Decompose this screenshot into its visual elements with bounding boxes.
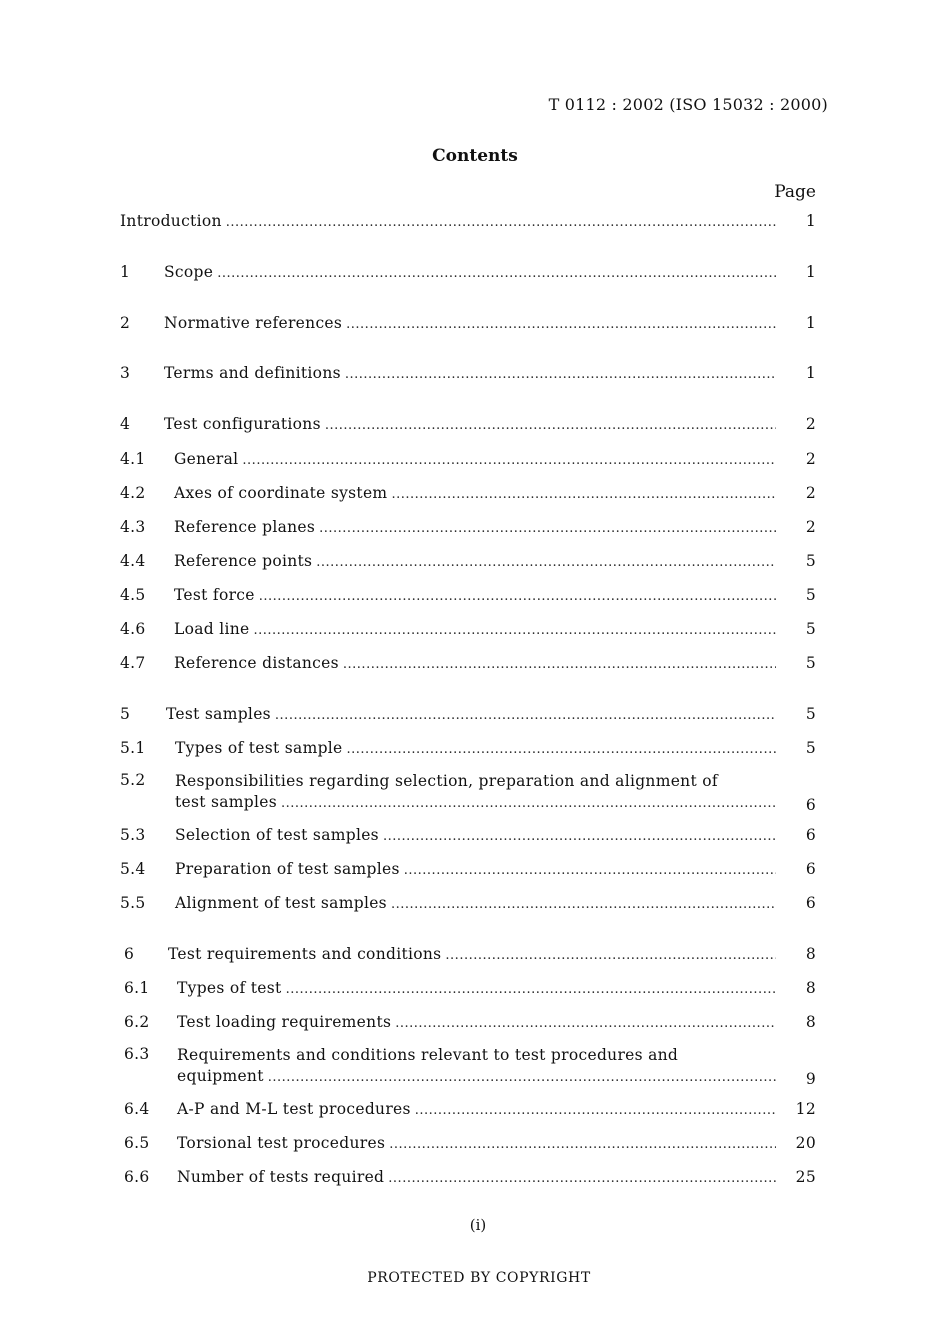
leader-dots [275, 708, 776, 723]
toc-entry-page: 5 [805, 586, 816, 604]
toc-entry-normative-references[interactable] [120, 314, 816, 332]
toc-entry-label: Requirements and conditions relevant to test procedures and [177, 1046, 679, 1064]
leader-dots [346, 317, 776, 332]
copyright-notice: PROTECTED BY COPYRIGHT [367, 1270, 591, 1286]
toc-entry-number: 5.1 [120, 739, 146, 757]
toc-entry-label: Torsional test procedures [177, 1134, 386, 1152]
toc-entry-number: 4.6 [120, 620, 146, 638]
standard-reference: T 0112 : 2002 (ISO 15032 : 2000) [548, 95, 828, 114]
toc-entry-axes[interactable] [120, 484, 816, 502]
toc-entry-label: Preparation of test samples [175, 860, 400, 878]
page-title: Contents [432, 146, 518, 166]
toc-entry-page: 6 [805, 860, 816, 878]
toc-entry-number: 6.5 [124, 1134, 150, 1152]
toc-entry-number: 6.6 [124, 1168, 150, 1186]
toc-entry-page: 6 [805, 894, 816, 912]
toc-entry-page: 8 [805, 1013, 816, 1031]
toc-entry-label: Test samples [166, 705, 271, 723]
leader-dots [268, 1067, 776, 1088]
toc-entry-page: 6 [805, 796, 816, 814]
toc-entry-types-of-test[interactable] [120, 979, 816, 997]
toc-entry-number: 4.4 [120, 552, 146, 570]
toc-entry-page: 5 [805, 654, 816, 672]
toc-entry-label: Alignment of test samples [175, 894, 387, 912]
toc-entry-label: Test configurations [164, 415, 321, 433]
toc-entry-types-of-test-sample[interactable] [120, 739, 816, 757]
leader-dots [226, 215, 776, 230]
toc-entry-number: 6.1 [124, 979, 150, 997]
toc-entry-number: 4.2 [120, 484, 146, 502]
toc-entry-number: 3 [120, 364, 131, 382]
toc-entry-label: Reference points [174, 552, 313, 570]
toc-entry-preparation[interactable] [120, 860, 816, 878]
toc-entry-test-samples[interactable] [120, 705, 816, 723]
leader-dots [389, 1137, 776, 1152]
toc-entry-page: 5 [805, 552, 816, 570]
leader-dots [217, 266, 776, 281]
toc-entry-number: 4.1 [120, 450, 146, 468]
toc-entry-reference-points[interactable] [120, 552, 816, 570]
toc-entry-label: Reference distances [174, 654, 339, 672]
toc-entry-number: 5.4 [120, 860, 146, 878]
leader-dots [395, 1016, 776, 1031]
toc-entry-label: Introduction [120, 212, 222, 230]
toc-entry-general[interactable] [120, 450, 816, 468]
toc-entry-scope[interactable] [120, 263, 816, 281]
leader-dots [281, 793, 776, 814]
toc-entry-label-continued: equipment [177, 1067, 264, 1085]
toc-entry-number-of-tests[interactable] [120, 1168, 816, 1186]
toc-entry-label: Types of test [177, 979, 282, 997]
toc-entry-introduction[interactable] [120, 212, 816, 230]
leader-dots [345, 367, 776, 382]
toc-entry-label: Test requirements and conditions [168, 945, 442, 963]
leader-dots [415, 1103, 776, 1118]
toc-entry-test-requirements[interactable] [120, 945, 816, 963]
toc-entry-requirements-conditions[interactable] [120, 1045, 816, 1088]
toc-entry-number: 5.5 [120, 894, 146, 912]
toc-entry-page: 25 [795, 1168, 816, 1186]
toc-entry-label: Normative references [164, 314, 343, 332]
leader-dots [391, 897, 776, 912]
leader-dots [383, 829, 776, 844]
toc-entry-number: 6.2 [124, 1013, 150, 1031]
toc-entry-label: General [174, 450, 239, 468]
toc-entry-page: 2 [805, 518, 816, 536]
toc-entry-number: 4 [120, 415, 131, 433]
toc-entry-label: Types of test sample [175, 739, 343, 757]
toc-entry-number: 5.3 [120, 826, 146, 844]
toc-entry-page: 2 [805, 484, 816, 502]
toc-entry-number: 4.3 [120, 518, 146, 536]
toc-entry-label: Axes of coordinate system [174, 484, 388, 502]
leader-dots [319, 521, 776, 536]
toc-entry-alignment[interactable] [120, 894, 816, 912]
toc-entry-label: Number of tests required [177, 1168, 385, 1186]
toc-entry-label: Responsibilities regarding selection, preparation and alignment of [175, 772, 718, 790]
leader-dots [254, 623, 777, 638]
toc-entry-page: 5 [805, 739, 816, 757]
toc-entry-number: 6.4 [124, 1100, 150, 1118]
toc-entry-number: 4.7 [120, 654, 146, 672]
toc-entry-label: Test force [174, 586, 255, 604]
toc-entry-test-configurations[interactable] [120, 415, 816, 433]
toc-entry-page: 5 [805, 620, 816, 638]
toc-entry-test-loading[interactable] [120, 1013, 816, 1031]
toc-entry-selection[interactable] [120, 826, 816, 844]
page-folio: (i) [469, 1216, 487, 1234]
leader-dots [343, 657, 776, 672]
toc-entry-number: 5 [120, 705, 131, 723]
toc-entry-responsibilities[interactable] [120, 771, 816, 814]
toc-entry-test-force[interactable] [120, 586, 816, 604]
toc-entry-number: 5.2 [120, 771, 146, 789]
toc-entry-page: 5 [805, 705, 816, 723]
leader-dots [259, 589, 776, 604]
toc-entry-page: 9 [805, 1070, 816, 1088]
toc-entry-page: 2 [805, 415, 816, 433]
leader-dots [445, 948, 776, 963]
leader-dots [316, 555, 776, 570]
toc-entry-reference-distances[interactable] [120, 654, 816, 672]
toc-entry-page: 8 [805, 979, 816, 997]
toc-entry-label: A-P and M-L test procedures [177, 1100, 411, 1118]
page-column-heading: Page [774, 182, 816, 202]
leader-dots [286, 982, 776, 997]
toc-entry-page: 1 [805, 212, 816, 230]
toc-entry-page: 2 [805, 450, 816, 468]
toc-entry-page: 12 [795, 1100, 816, 1118]
toc-entry-label: Load line [174, 620, 250, 638]
toc-entry-label: Scope [164, 263, 214, 281]
leader-dots [388, 1171, 776, 1186]
toc-entry-page: 1 [805, 364, 816, 382]
toc-entry-reference-planes[interactable] [120, 518, 816, 536]
toc-entry-label: Test loading requirements [177, 1013, 392, 1031]
toc-entry-label: Selection of test samples [175, 826, 379, 844]
toc-entry-page: 1 [805, 263, 816, 281]
toc-entry-label-continued: test samples [175, 793, 278, 811]
leader-dots [242, 453, 776, 468]
toc-entry-page: 20 [795, 1134, 816, 1152]
toc-entry-number: 6.3 [124, 1045, 150, 1063]
toc-entry-number: 1 [120, 263, 131, 281]
toc-entry-label: Reference planes [174, 518, 316, 536]
toc-entry-terms-and-definitions[interactable] [120, 364, 816, 382]
toc-entry-page: 6 [805, 826, 816, 844]
leader-dots [404, 863, 776, 878]
leader-dots [347, 742, 776, 757]
toc-entry-ap-ml-procedures[interactable] [120, 1100, 816, 1118]
leader-dots [391, 487, 776, 502]
toc-entry-number: 2 [120, 314, 131, 332]
toc-entry-number: 6 [124, 945, 135, 963]
toc-entry-load-line[interactable] [120, 620, 816, 638]
toc-entry-page: 8 [805, 945, 816, 963]
leader-dots [325, 418, 776, 433]
toc-entry-number: 4.5 [120, 586, 146, 604]
toc-entry-torsional-procedures[interactable] [120, 1134, 816, 1152]
toc-entry-label: Terms and definitions [164, 364, 341, 382]
toc-entry-page: 1 [805, 314, 816, 332]
